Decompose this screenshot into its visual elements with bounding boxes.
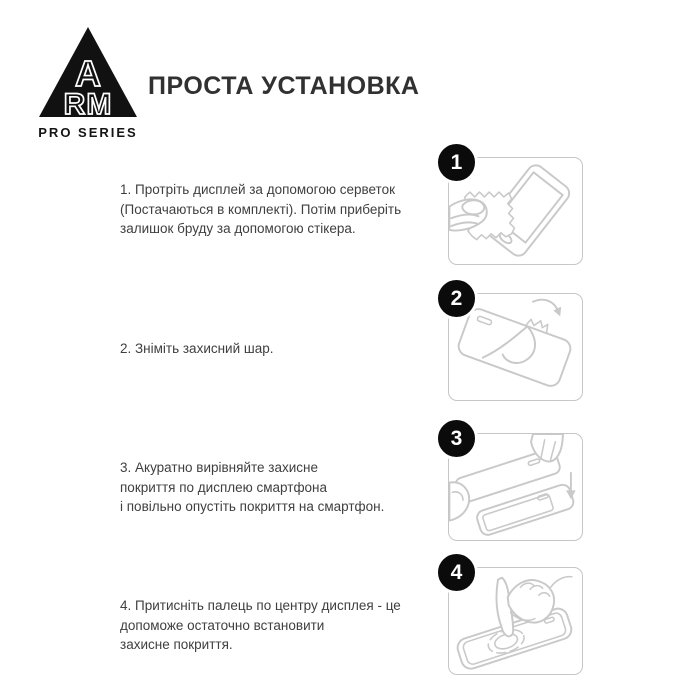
logo-letters-rm: RM: [63, 88, 113, 118]
step-3-figure: [448, 427, 583, 541]
step-1-number: 1: [450, 151, 463, 174]
arm-pro-series-logo: [38, 26, 138, 140]
logo-subtitle: PRO SERIES: [38, 125, 138, 140]
step-1-line-3: залишок бруду за допомогою стікера.: [120, 221, 356, 236]
step-3-number-badge: [435, 417, 478, 460]
arm-triangle-logo-icon: [38, 26, 138, 118]
step-1-text: [120, 180, 455, 239]
step-4-text: [120, 596, 455, 655]
step-1-line-2: (Постачаються в комплекті). Потім приберіть: [120, 201, 402, 217]
step-2-number-badge: [435, 277, 478, 320]
step-4-line-2: допоможе остаточно встановити: [120, 617, 325, 633]
step-3-number: 3: [450, 427, 463, 450]
step-2-number: 2: [450, 287, 463, 310]
step-4-line-1: 4. Притисніть палець по центру дисплея - це: [120, 598, 401, 613]
step-3-text: [120, 458, 455, 517]
step-3-line-1: 3. Акуратно вирівняйте захисне: [120, 460, 318, 475]
step-4-figure: [448, 561, 583, 675]
logo-letter-a: A: [75, 53, 101, 94]
page-title: ПРОСТА УСТАНОВКА: [148, 72, 420, 100]
step-3-line-3: і повільно опустіть покриття на смартфон.: [120, 499, 385, 514]
step-2-line-1: 2. Зніміть захисний шар.: [120, 341, 274, 356]
step-4-line-3: захисне покриття.: [120, 637, 233, 652]
step-4-number-badge: [435, 551, 478, 594]
step-1-number-badge: [435, 141, 478, 184]
step-2-figure: [448, 287, 583, 401]
step-4-number: 4: [450, 561, 463, 584]
step-1-figure: [448, 151, 583, 265]
step-1-line-1: 1. Протріть дисплей за допомогою серветок: [120, 182, 395, 197]
step-2-text: [120, 339, 455, 359]
step-3-line-2: покриття по дисплею смартфона: [120, 479, 328, 495]
